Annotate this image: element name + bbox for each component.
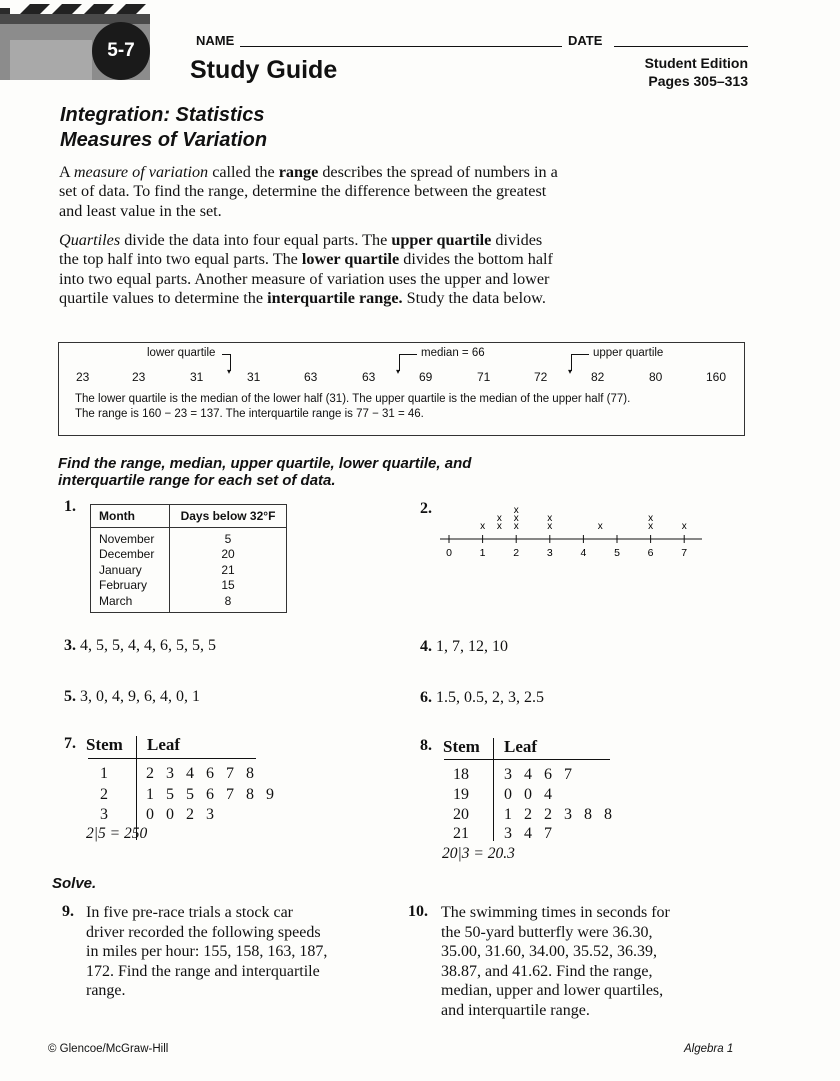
stem-value: 19 bbox=[453, 786, 469, 803]
days-cell: 15 bbox=[170, 578, 287, 594]
table-row bbox=[91, 578, 287, 594]
edition-info bbox=[560, 54, 748, 90]
month-cell: January bbox=[99, 562, 142, 577]
question-7 bbox=[64, 735, 76, 753]
data-value: 72 bbox=[534, 370, 548, 384]
leaf-header: Leaf bbox=[147, 735, 181, 754]
x-mark: x bbox=[513, 505, 519, 516]
x-mark: x bbox=[513, 513, 519, 524]
question-data: 1.5, 0.5, 2, 3, 2.5 bbox=[436, 689, 544, 706]
data-value: 63 bbox=[362, 370, 376, 384]
leaf-values: 3 4 7 bbox=[504, 825, 556, 842]
days-cell: 20 bbox=[170, 547, 287, 563]
question-number: 1. bbox=[64, 498, 76, 515]
table-row bbox=[91, 547, 287, 563]
header-graphic bbox=[0, 0, 185, 80]
problem-line: in miles per hour: 155, 158, 163, 187, bbox=[86, 943, 328, 961]
column-header-days: Days below 32°F bbox=[170, 505, 287, 528]
stem-leaf-rule bbox=[444, 759, 610, 760]
instructions bbox=[58, 455, 471, 489]
leaf-values: 3 4 6 7 bbox=[504, 766, 576, 783]
problem-line: the 50-yard butterfly were 36.30, bbox=[441, 923, 653, 941]
question-number: 2. bbox=[420, 500, 432, 517]
text-span: A bbox=[59, 163, 74, 181]
data-value: 23 bbox=[76, 370, 90, 384]
median-bracket bbox=[399, 354, 417, 355]
data-value: 23 bbox=[132, 370, 146, 384]
intro-paragraph-quartiles bbox=[59, 231, 559, 309]
days-below-freezing-table bbox=[90, 504, 287, 613]
copyright: © Glencoe/McGraw-Hill bbox=[48, 1043, 169, 1055]
data-value: 80 bbox=[649, 370, 663, 384]
tick-label: 5 bbox=[614, 547, 620, 559]
question-data: 1, 7, 12, 10 bbox=[436, 638, 508, 655]
instructions-line2: interquartile range for each set of data. bbox=[58, 472, 336, 489]
question-data: 3, 0, 4, 9, 6, 4, 0, 1 bbox=[80, 688, 200, 705]
filmstrip-graphic bbox=[0, 0, 185, 80]
month-cell: December bbox=[99, 547, 155, 561]
table-row bbox=[91, 532, 287, 548]
text-span: describes the spread of numbers in a set of data. To find the range, determine the difference between the greatest and least value in the set. bbox=[59, 163, 558, 220]
leaf-values: 0 0 2 3 bbox=[146, 806, 218, 823]
stem-leaf-rule bbox=[88, 758, 256, 759]
problem-line: driver recorded the following speeds bbox=[86, 923, 321, 941]
text-span: Study the data below. bbox=[402, 289, 546, 308]
term-range: range bbox=[278, 163, 319, 181]
x-mark: x bbox=[681, 521, 687, 532]
tick-label: 1 bbox=[479, 547, 486, 559]
problem-line: and interquartile range. bbox=[441, 1001, 590, 1019]
tick-label: 2 bbox=[513, 547, 520, 559]
leaf-header: Leaf bbox=[504, 737, 538, 756]
problem-line: median, upper and lower quartiles, bbox=[441, 982, 664, 1000]
upper-quartile-label: upper quartile bbox=[593, 347, 664, 359]
question-number: 10. bbox=[408, 903, 428, 920]
question-number: 8. bbox=[420, 737, 432, 754]
data-value: 63 bbox=[304, 370, 318, 384]
pages-label: Pages 305–313 bbox=[648, 73, 748, 89]
leaf-values: 1 5 5 6 7 8 9 bbox=[146, 786, 278, 803]
term-measure-of-variation: measure of variation bbox=[73, 163, 209, 181]
question-8 bbox=[420, 737, 432, 755]
instructions-line1: Find the range, median, upper quartile, lower quartile, and bbox=[58, 455, 472, 472]
term-interquartile-range: interquartile range. bbox=[267, 289, 403, 308]
data-value: 69 bbox=[419, 370, 433, 384]
stem-value: 20 bbox=[453, 806, 469, 823]
x-mark: x bbox=[597, 521, 603, 532]
question-number: 3. bbox=[64, 637, 76, 654]
question-number: 5. bbox=[64, 688, 76, 705]
column-header-month: Month bbox=[91, 505, 170, 528]
name-field[interactable] bbox=[240, 46, 562, 47]
problem-9-text bbox=[86, 903, 386, 1001]
x-mark: x bbox=[547, 521, 553, 532]
month-cell: March bbox=[99, 593, 133, 608]
lesson-title bbox=[60, 103, 267, 153]
question-data: 4, 5, 5, 4, 4, 6, 5, 5, 5 bbox=[80, 637, 216, 654]
stem-value: 1 bbox=[100, 765, 108, 782]
text-span: divide the data into four equal parts. The bbox=[120, 231, 392, 249]
lesson-badge: 5-7 bbox=[92, 22, 150, 80]
line-plot bbox=[440, 500, 710, 560]
data-value: 71 bbox=[477, 370, 491, 384]
lower-quartile-label: lower quartile bbox=[147, 347, 216, 359]
text-span: divides the bottom half into two equal parts. Another measure of variation uses the upper and lower quartile values to determine the bbox=[59, 250, 553, 308]
stem-leaf-key: 20|3 = 20.3 bbox=[442, 845, 515, 862]
stem-value: 18 bbox=[453, 766, 469, 783]
term-lower-quartile: lower quartile bbox=[301, 250, 400, 269]
days-cell: 8 bbox=[170, 594, 287, 613]
page-title: Study Guide bbox=[190, 56, 338, 84]
leaf-values: 1 2 2 3 8 8 bbox=[504, 806, 616, 823]
problem-line: 38.87, and 41.62. Find the range, bbox=[441, 962, 653, 980]
table-row bbox=[91, 563, 287, 579]
date-field[interactable] bbox=[614, 46, 748, 47]
question-number: 7. bbox=[64, 735, 76, 752]
month-cell: February bbox=[99, 578, 148, 592]
course-name: Algebra 1 bbox=[684, 1043, 734, 1055]
problem-line: 172. Find the range and interquartile bbox=[86, 962, 320, 980]
question-number: 6. bbox=[420, 689, 432, 706]
x-mark: x bbox=[648, 513, 654, 524]
tick-label: 0 bbox=[446, 547, 452, 559]
example-box bbox=[58, 342, 745, 436]
data-value: 160 bbox=[706, 370, 727, 384]
question-6 bbox=[420, 689, 544, 707]
stem-header: Stem bbox=[86, 735, 123, 754]
tick-label: 3 bbox=[546, 547, 553, 559]
problem-line: range. bbox=[86, 982, 126, 1000]
name-label: NAME bbox=[196, 33, 235, 48]
stem-value: 21 bbox=[453, 825, 469, 842]
median-label: median = 66 bbox=[421, 347, 485, 359]
solve-heading: Solve. bbox=[52, 875, 97, 892]
upper-bracket bbox=[571, 354, 589, 355]
problem-line: 35.00, 31.60, 34.00, 35.52, 36.39, bbox=[441, 943, 657, 961]
arrow-down-icon: ▾ bbox=[396, 367, 401, 376]
x-mark: x bbox=[496, 513, 502, 524]
term-upper-quartile: upper quartile bbox=[391, 231, 492, 249]
x-mark: x bbox=[496, 521, 502, 532]
days-cell: 21 bbox=[170, 563, 287, 579]
example-explanation-2: The range is 160 − 23 = 137. The interquartile range is 77 − 31 = 46. bbox=[75, 408, 424, 420]
edition-label: Student Edition bbox=[644, 55, 748, 71]
example-explanation-1: The lower quartile is the median of the lower half (31). The upper quartile is the median of the upper half (77). bbox=[75, 393, 631, 405]
question-number: 9. bbox=[62, 903, 74, 920]
problem-line: The swimming times in seconds for bbox=[441, 904, 670, 921]
leaf-values: 2 3 4 6 7 8 bbox=[146, 765, 258, 782]
data-value: 31 bbox=[190, 370, 204, 384]
x-mark: x bbox=[480, 521, 486, 532]
problem-10-text bbox=[441, 903, 741, 1021]
stem-leaf-divider bbox=[493, 738, 494, 841]
x-mark: x bbox=[513, 521, 519, 532]
stem-value: 2 bbox=[100, 786, 108, 803]
tick-label: 6 bbox=[647, 547, 654, 559]
intro-paragraph-range bbox=[59, 163, 559, 221]
arrow-down-icon: ▾ bbox=[227, 367, 232, 376]
term-quartiles: Quartiles bbox=[59, 231, 121, 249]
arrow-down-icon: ▾ bbox=[568, 367, 573, 376]
table-row bbox=[91, 594, 287, 613]
x-mark: x bbox=[547, 513, 553, 524]
tick-label: 4 bbox=[580, 547, 587, 559]
problem-line: In five pre-race trials a stock car bbox=[86, 904, 293, 921]
tick-label: 7 bbox=[681, 547, 688, 559]
stem-header: Stem bbox=[443, 737, 480, 756]
date-label: DATE bbox=[568, 33, 603, 48]
x-mark: x bbox=[648, 521, 654, 532]
days-cell: 5 bbox=[170, 532, 287, 548]
text-span: called the bbox=[208, 163, 279, 181]
question-5 bbox=[64, 688, 200, 706]
lesson-title-line1: Integration: Statistics bbox=[60, 104, 265, 126]
stem-value: 3 bbox=[100, 806, 108, 823]
data-value: 31 bbox=[247, 370, 261, 384]
month-cell: November bbox=[99, 531, 155, 546]
lesson-title-line2: Measures of Variation bbox=[60, 129, 268, 151]
question-number: 4. bbox=[420, 638, 432, 655]
stem-leaf-key: 2|5 = 250 bbox=[86, 825, 148, 842]
text-span: divides the top half into two equal parts. The bbox=[59, 231, 543, 269]
data-value: 82 bbox=[591, 370, 605, 384]
question-3 bbox=[64, 637, 216, 655]
question-4 bbox=[420, 638, 508, 656]
leaf-values: 0 0 4 bbox=[504, 786, 556, 803]
